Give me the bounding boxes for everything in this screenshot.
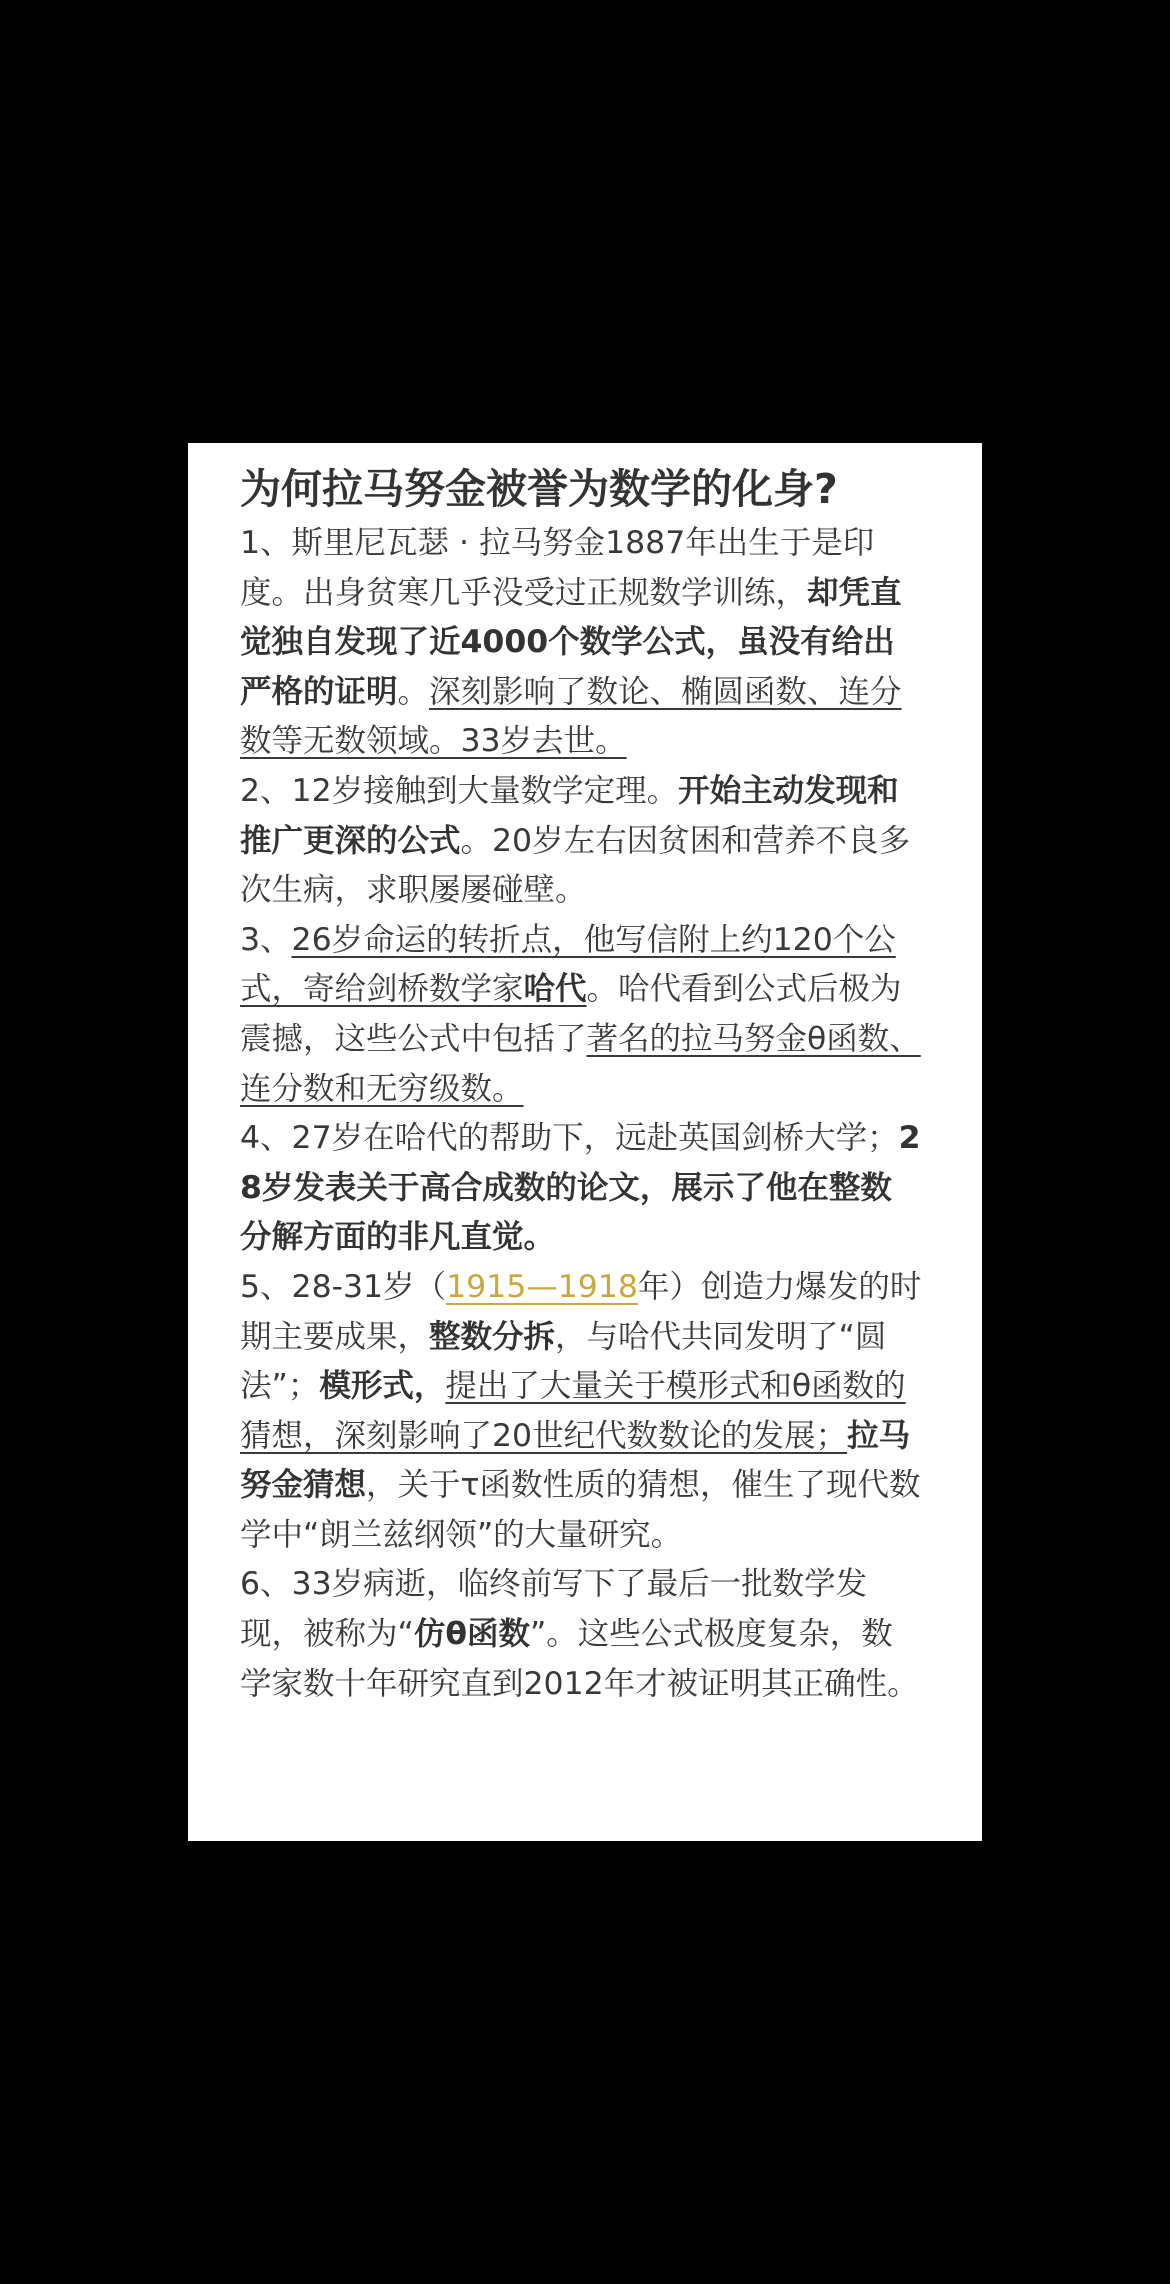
paragraph-4 <box>240 1114 922 1263</box>
article-body <box>240 519 922 1709</box>
bold-text: 开始主动发现和推广更深的公式 <box>240 772 899 859</box>
bold-text: 却凭直觉独自发现了近4000个数学公式，虽没有给出严格的证明 <box>240 574 902 710</box>
text-run: 。哈代看到公式后极为震撼，这些公式中包括了 <box>240 971 902 1057</box>
paragraph-6 <box>240 1560 922 1709</box>
text-run: 4、27岁在哈代的帮助下，远赴英国剑桥大学； <box>240 1120 899 1157</box>
date-link[interactable]: 1915—1918 <box>446 1268 638 1305</box>
text-run: ”。这些公式极度复杂，数学家数十年研究直到2012年才被证明其正确性。 <box>240 1616 919 1702</box>
article-card <box>188 443 982 1841</box>
text-run: 。20岁左右因贫困和营养不良多次生病，求职屡屡碰壁。 <box>240 822 911 909</box>
bold-text: 模形式， <box>319 1368 446 1405</box>
bold-text: 拉马努金猜想 <box>240 1417 911 1504</box>
underlined-text: 著名的拉马努金θ函数、连分数和无穷级数。 <box>240 1020 921 1107</box>
text-run: 5、28-31岁（ <box>240 1268 447 1305</box>
text-run: 6、33岁病逝，临终前写下了最后一批数学发现，被称为“ <box>240 1566 868 1653</box>
paragraph-5 <box>240 1263 922 1561</box>
underlined-text: 提出了大量关于模形式和θ函数的猜想，深刻影响了20世纪代数数论的发展； <box>240 1368 906 1454</box>
bold-text: 整数分拆 <box>429 1318 556 1355</box>
text-run: 2、12岁接触到大量数学定理。 <box>240 772 679 809</box>
text-run: 1、斯里尼瓦瑟 · 拉马努金1887年出生于是印度。出身贫寒几乎没受过正规数学训练， <box>240 525 875 611</box>
bold-text: 仿θ函数 <box>413 1616 530 1653</box>
text-run: 年）创造力爆发的时期主要成果， <box>240 1268 922 1355</box>
paragraph-1 <box>240 519 922 767</box>
paragraph-2 <box>240 767 922 916</box>
text-run: ，与哈代共同发明了“圆法”； <box>240 1318 887 1405</box>
bold-text: 28岁发表关于高合成数的论文，展示了他在整数分解方面的非凡直觉。 <box>240 1120 921 1256</box>
text-run: ，关于τ函数性质的猜想，催生了现代数学中“朗兰兹纲领”的大量研究。 <box>240 1467 921 1553</box>
underlined-text: 26岁命运的转折点，他写信附上约120个公式，寄给剑桥数学家 <box>240 921 896 1008</box>
underlined-text: 深刻影响了数论、椭圆函数、连分数等无数领域。33岁去世。 <box>240 673 902 760</box>
article-title: 为何拉马努金被誉为数学的化身? <box>240 465 838 513</box>
paragraph-3 <box>240 916 922 1114</box>
text-run: 3、 <box>240 921 292 958</box>
bold-underlined-text: 哈代 <box>523 971 587 1008</box>
text-run: 。 <box>397 673 430 710</box>
